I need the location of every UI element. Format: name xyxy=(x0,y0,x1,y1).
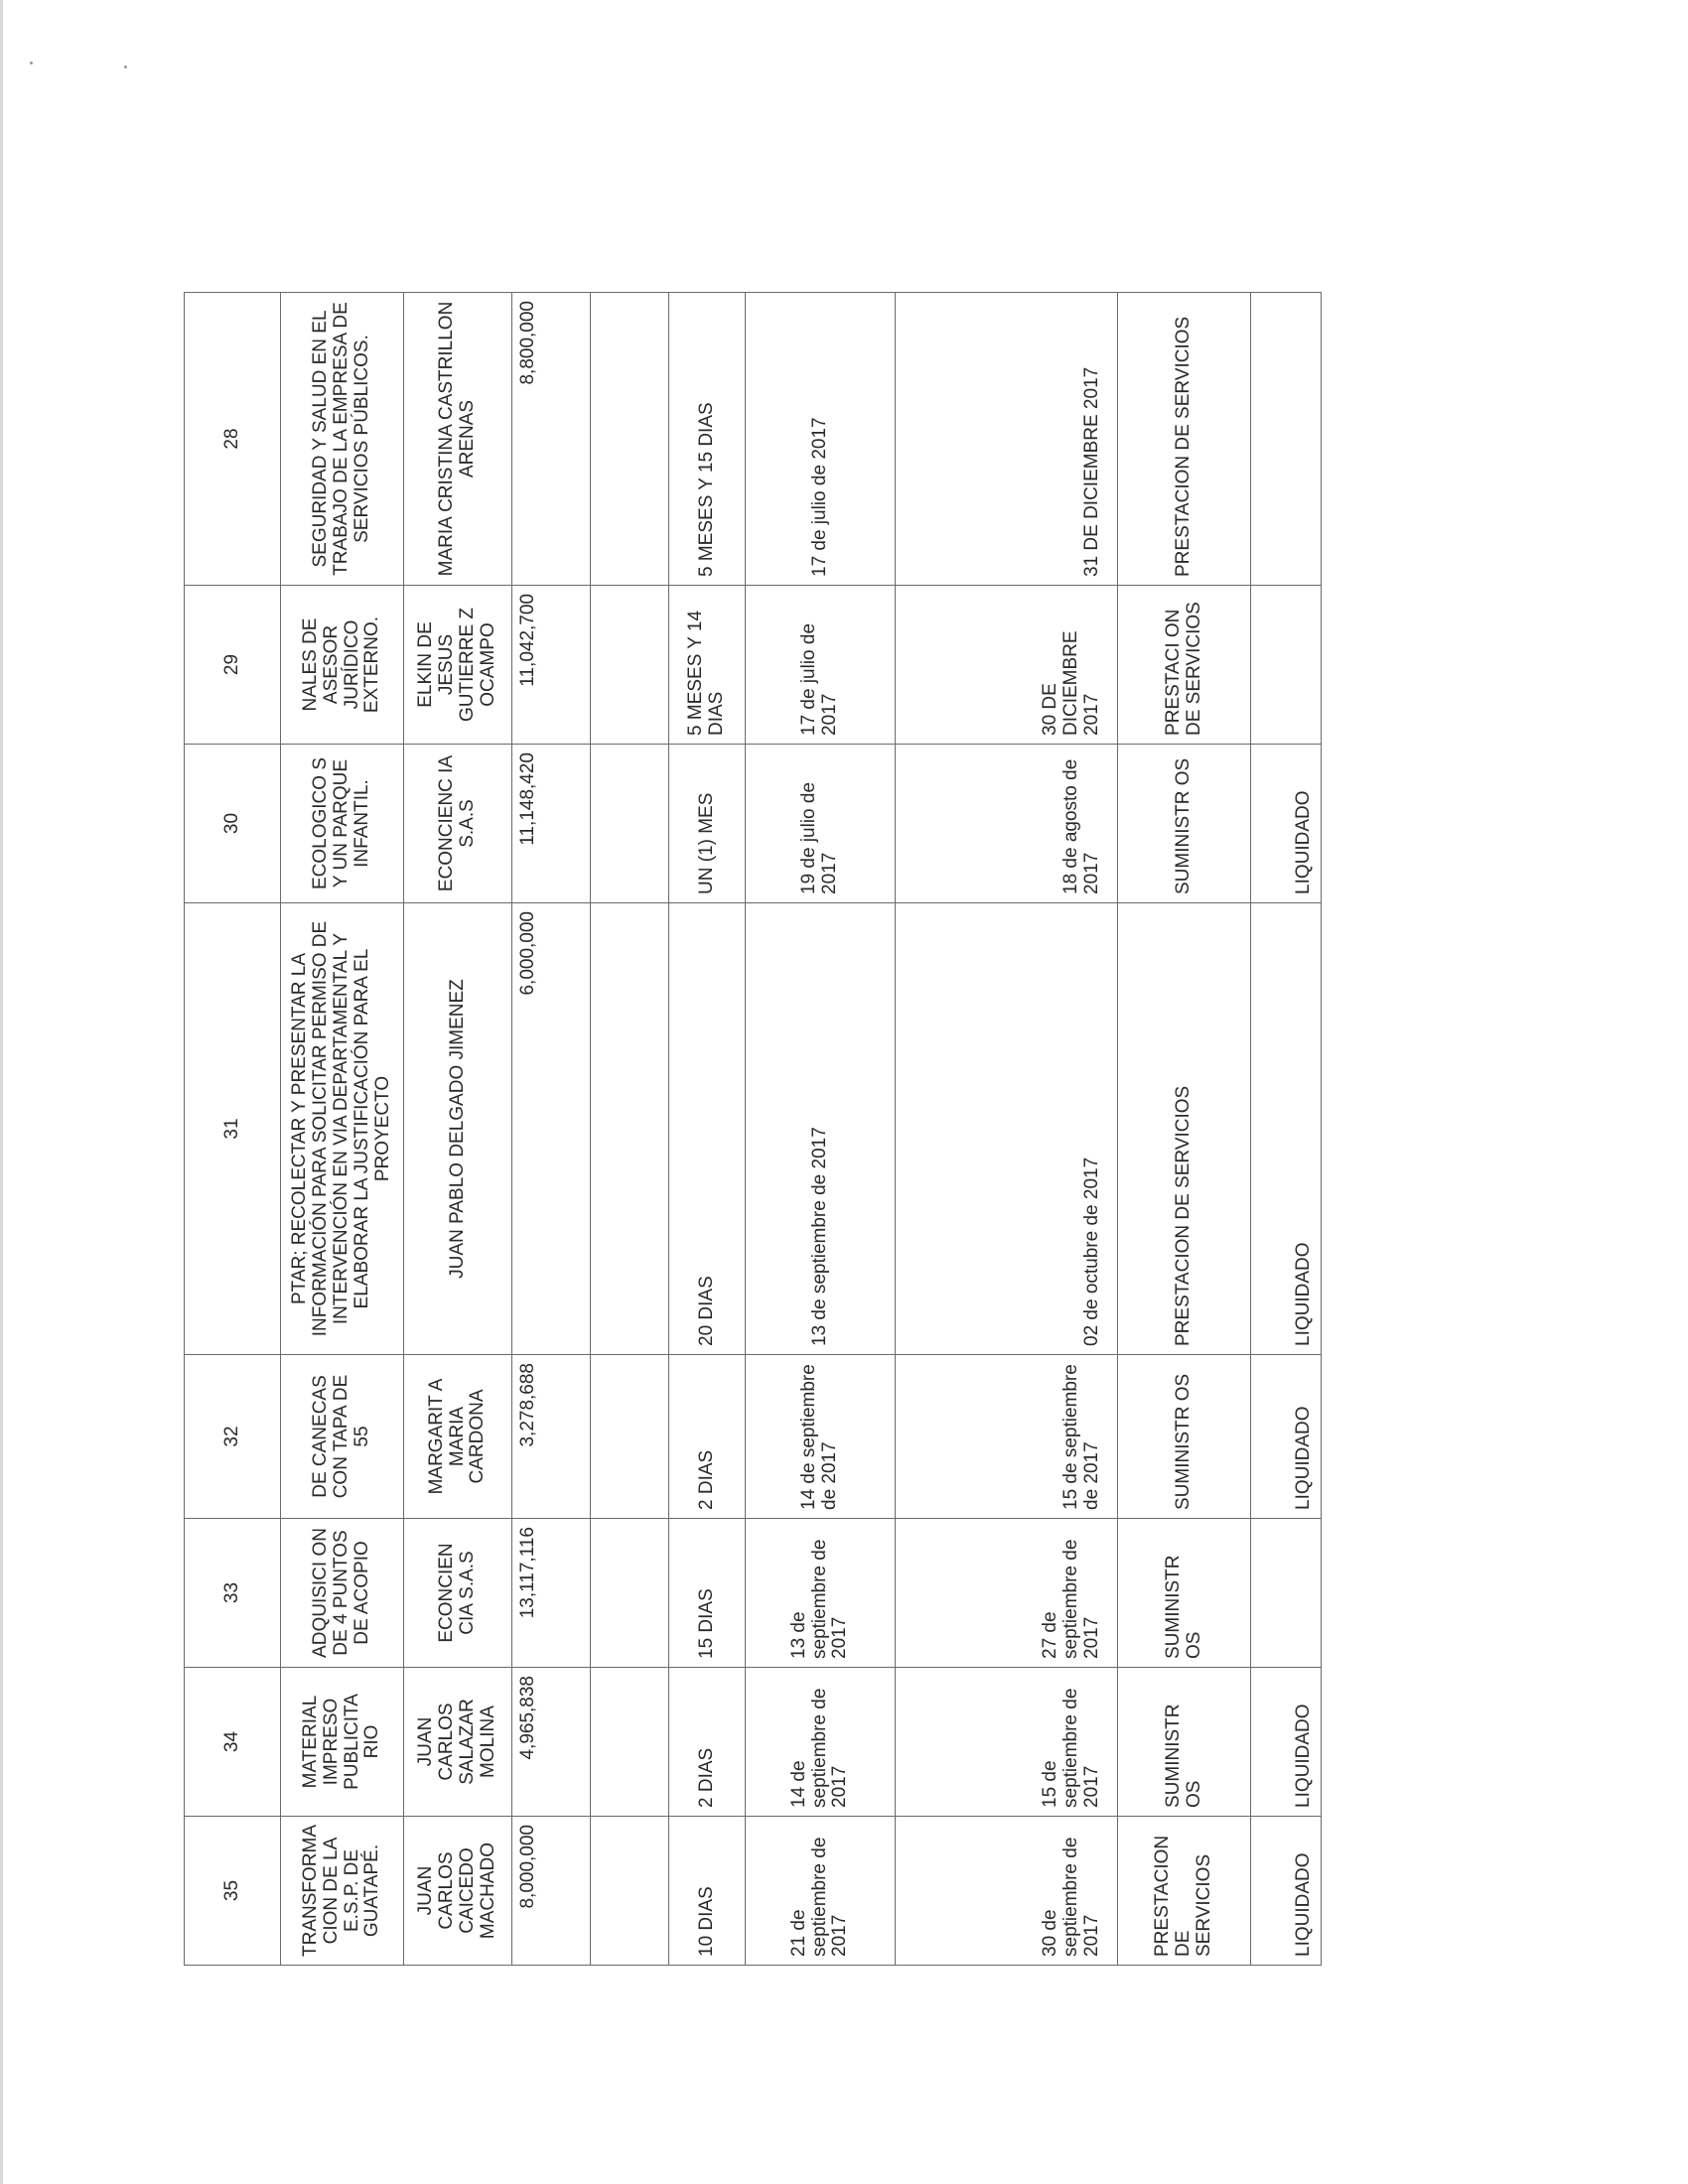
end-date-cell: 31 DE DICIEMBRE 2017 xyxy=(896,293,1118,586)
contract-type-cell: SUMINISTR OS xyxy=(1118,1519,1251,1668)
scan-speck xyxy=(30,62,33,65)
rotated-contracts-table xyxy=(184,228,1450,1966)
contract-type-cell: PRESTACION DE SERVICIOS xyxy=(1118,1817,1251,1966)
contract-term-cell: 20 DIAS xyxy=(669,903,746,1355)
contract-number-cell: 35 xyxy=(185,1817,281,1966)
contract-term-cell: 2 DIAS xyxy=(669,1668,746,1817)
status-cell: LIQUIDADO xyxy=(1251,903,1322,1355)
contract-type-cell: SUMINISTR OS xyxy=(1118,745,1251,903)
contractor-cell: ECONCIEN CIA S.A.S xyxy=(404,1519,512,1668)
blank-cell xyxy=(591,1668,669,1817)
contract-term-cell: 5 MESES Y 14 DIAS xyxy=(669,586,746,745)
blank-cell xyxy=(591,293,669,586)
term-row xyxy=(669,293,746,1966)
contract-type-cell: PRESTACI ON DE SERVICIOS xyxy=(1118,586,1251,745)
blank-cell xyxy=(591,1519,669,1668)
contract-value-cell: 8,800,000 xyxy=(512,293,591,586)
contract-type-cell: SUMINISTR OS xyxy=(1118,1668,1251,1817)
status-cell xyxy=(1251,1519,1322,1668)
end-date-cell: 15 de septiembre de 2017 xyxy=(896,1355,1118,1519)
contractor-row xyxy=(404,293,512,1966)
end-date-cell: 02 de octubre de 2017 xyxy=(896,903,1118,1355)
start-date-cell: 17 de julio de 2017 xyxy=(746,586,896,745)
start-date-cell: 13 de septiembre de 2017 xyxy=(746,903,896,1355)
number-row xyxy=(185,293,281,1966)
start-date-cell: 19 de julio de 2017 xyxy=(746,745,896,903)
contract-object-cell: ADQUISICI ON DE 4 PUNTOS DE ACOPIO xyxy=(281,1519,404,1668)
contract-type-cell: PRESTACION DE SERVICIOS xyxy=(1118,293,1251,586)
start-date-cell: 14 de septiembre de 2017 xyxy=(746,1355,896,1519)
object-row xyxy=(281,293,404,1966)
end-date-cell: 18 de agosto de 2017 xyxy=(896,745,1118,903)
start-date-cell: 14 de septiembre de 2017 xyxy=(746,1668,896,1817)
contract-value-cell: 6,000,000 xyxy=(512,903,591,1355)
contract-number-cell: 30 xyxy=(185,745,281,903)
blank-cell xyxy=(591,586,669,745)
status-cell: LIQUIDADO xyxy=(1251,1355,1322,1519)
contract-type-cell: PRESTACION DE SERVICIOS xyxy=(1118,903,1251,1355)
end_date-row xyxy=(896,293,1118,1966)
contract-object-cell: MATERIAL IMPRESO PUBLICITA RIO xyxy=(281,1668,404,1817)
contract-object-cell: NALES DE ASESOR JURÍDICO EXTERNO. xyxy=(281,586,404,745)
start-date-cell: 17 de julio de 2017 xyxy=(746,293,896,586)
contract-value-cell: 4,965,838 xyxy=(512,1668,591,1817)
contractor-cell: ECONCIENC IA S.A.S xyxy=(404,745,512,903)
end-date-cell: 30 de septiembre de 2017 xyxy=(896,1817,1118,1966)
value-row xyxy=(512,293,591,1966)
status-cell xyxy=(1251,586,1322,745)
contract-term-cell: 10 DIAS xyxy=(669,1817,746,1966)
contract-object-cell: SEGURIDAD Y SALUD EN EL TRABAJO DE LA EMPRESA DE SERVICIOS PÚBLICOS. xyxy=(281,293,404,586)
contract-number-cell: 28 xyxy=(185,293,281,586)
end-date-cell: 27 de septiembre de 2017 xyxy=(896,1519,1118,1668)
contract-term-cell: UN (1) MES xyxy=(669,745,746,903)
contract-type-cell: SUMINISTR OS xyxy=(1118,1355,1251,1519)
contract-term-cell: 15 DIAS xyxy=(669,1519,746,1668)
contract-number-cell: 32 xyxy=(185,1355,281,1519)
contract-number-cell: 29 xyxy=(185,586,281,745)
contractor-cell: MARGARIT A MARIA CARDONA xyxy=(404,1355,512,1519)
type-row xyxy=(1118,293,1251,1966)
contract-term-cell: 5 MESES Y 15 DIAS xyxy=(669,293,746,586)
start-date-cell: 13 de septiembre de 2017 xyxy=(746,1519,896,1668)
contract-object-cell: TRANSFORMA CION DE LA E.S.P. DE GUATAPÉ. xyxy=(281,1817,404,1966)
scan-edge-shadow xyxy=(0,0,3,2184)
blank-row xyxy=(591,293,669,1966)
contract-number-cell: 31 xyxy=(185,903,281,1355)
blank-cell xyxy=(591,1355,669,1519)
status-cell: LIQUIDADO xyxy=(1251,1668,1322,1817)
contract-value-cell: 13,117,116 xyxy=(512,1519,591,1668)
status-cell: LIQUIDADO xyxy=(1251,1817,1322,1966)
contractor-cell: JUAN CARLOS SALAZAR MOLINA xyxy=(404,1668,512,1817)
status-row xyxy=(1251,293,1322,1966)
end-date-cell: 30 DE DICIEMBRE 2017 xyxy=(896,586,1118,745)
contract-value-cell: 3,278,688 xyxy=(512,1355,591,1519)
start-date-cell: 21 de septiembre de 2017 xyxy=(746,1817,896,1966)
end-date-cell: 15 de septiembre de 2017 xyxy=(896,1668,1118,1817)
scan-speck xyxy=(124,66,127,68)
contract-term-cell: 2 DIAS xyxy=(669,1355,746,1519)
contractor-cell: MARIA CRISTINA CASTRILLON ARENAS xyxy=(404,293,512,586)
blank-cell xyxy=(591,745,669,903)
blank-cell xyxy=(591,903,669,1355)
contract-object-cell: PTAR; RECOLECTAR Y PRESENTAR LA INFORMACIÓN PARA SOLICITAR PERMISO DE INTERVENCIÓN EN VIA DEPARTAMENTAL Y ELABORAR LA JUSTIFICACIÓN PARA EL PROYECTO xyxy=(281,903,404,1355)
contract-object-cell: ECOLOGICO S Y UN PARQUE INFANTIL. xyxy=(281,745,404,903)
contractor-cell: ELKIN DE JESUS GUTIERRE Z OCAMPO xyxy=(404,586,512,745)
contract-number-cell: 34 xyxy=(185,1668,281,1817)
contract-object-cell: DE CANECAS CON TAPA DE 55 xyxy=(281,1355,404,1519)
contract-value-cell: 11,042,700 xyxy=(512,586,591,745)
status-cell xyxy=(1251,293,1322,586)
contract-number-cell: 33 xyxy=(185,1519,281,1668)
blank-cell xyxy=(591,1817,669,1966)
contractor-cell: JUAN PABLO DELGADO JIMENEZ xyxy=(404,903,512,1355)
status-cell: LIQUIDADO xyxy=(1251,745,1322,903)
start_date-row xyxy=(746,293,896,1966)
contract-value-cell: 11,148,420 xyxy=(512,745,591,903)
contracts-table xyxy=(184,292,1322,1966)
contractor-cell: JUAN CARLOS CAICEDO MACHADO xyxy=(404,1817,512,1966)
contract-value-cell: 8,000,000 xyxy=(512,1817,591,1966)
